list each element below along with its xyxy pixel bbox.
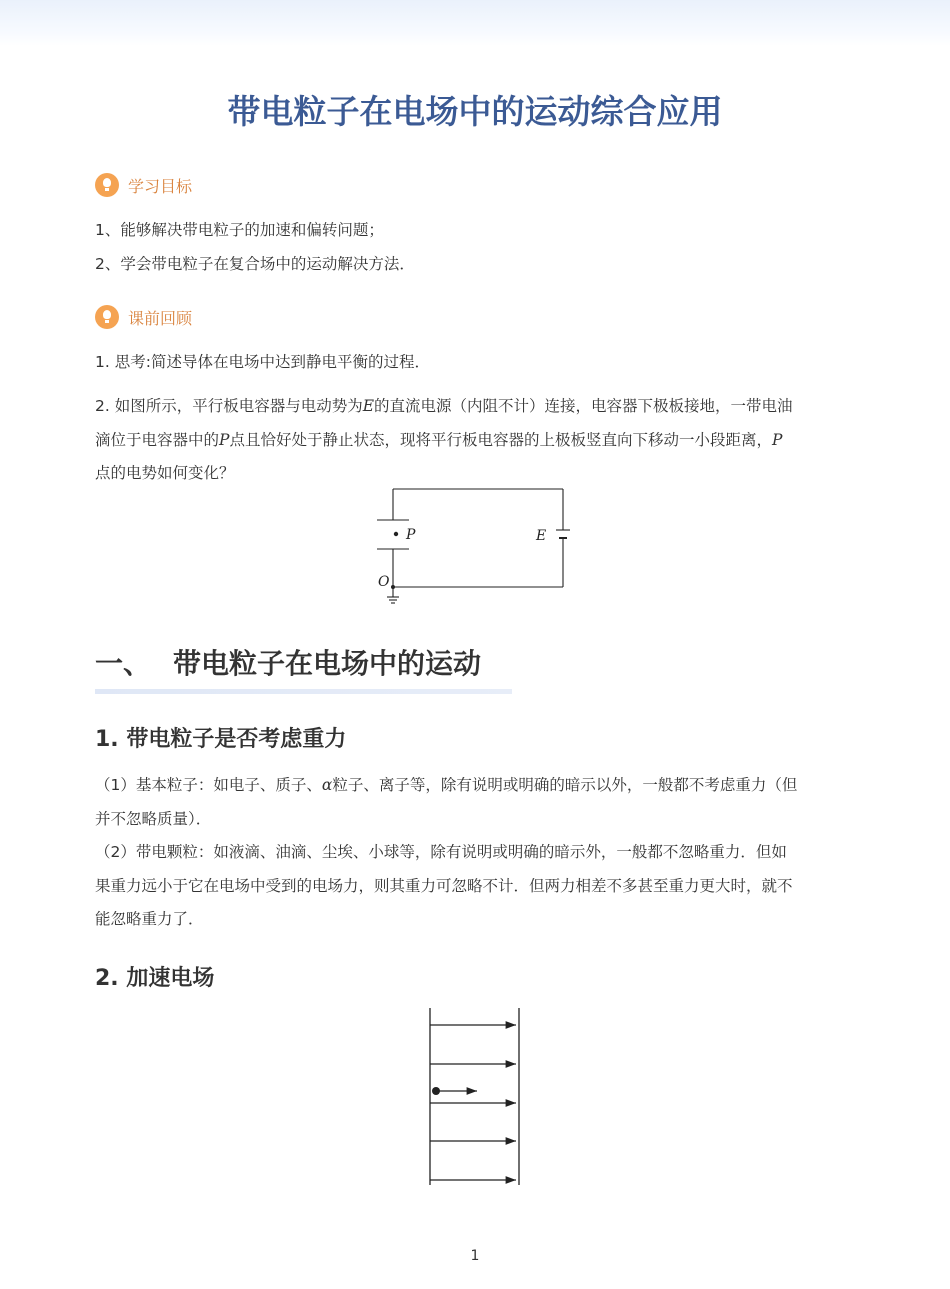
s1-line-5: 能忽略重力了．	[95, 910, 204, 928]
review-question-1: 1. 思考:简述导体在电场中达到静电平衡的过程．	[95, 353, 430, 371]
objective-item-2: 2、学会带电粒子在复合场中的运动解决方法．	[95, 255, 415, 273]
header-band	[0, 0, 950, 46]
objectives-heading	[95, 172, 192, 198]
document-title: 带电粒子在电场中的运动综合应用	[227, 92, 723, 131]
s1-line-4: 果重力远小于它在电场中受到的电场力，则其重力可忽略不计．但两力相差不多甚至重力更大时，就不	[95, 876, 793, 895]
subsection-2-title: 2. 加速电场	[95, 966, 215, 991]
charged-particle	[432, 1087, 440, 1095]
lightbulb-icon	[95, 173, 119, 197]
capacitor-circuit-diagram	[360, 482, 590, 610]
subsection-1-title: 1. 带电粒子是否考虑重力	[95, 727, 347, 752]
label-p: P	[406, 527, 416, 543]
section-underline	[95, 689, 512, 694]
q2-line-2: 滴位于电容器中的P点且恰好处于静止状态，现将平行板电容器的上极板竖直向下移动一小段距离，P	[95, 430, 783, 449]
section-heading: 一、 带电粒子在电场中的运动	[95, 647, 482, 680]
q2-line-3: 点的电势如何变化？	[95, 464, 235, 482]
oil-drop-point	[394, 532, 398, 536]
label-e: E	[536, 528, 547, 544]
s1-line-1: （1）基本粒子：如电子、质子、α粒子、离子等，除有说明或明确的暗示以外，一般都不考虑重力（但	[95, 776, 798, 794]
objective-item-1: 1、能够解决带电粒子的加速和偏转问题；	[95, 221, 384, 239]
acceleration-field-diagram	[420, 1000, 530, 1192]
objectives-label: 学习目标	[128, 176, 193, 196]
subsection-1-body	[95, 769, 865, 937]
ground-node	[391, 585, 395, 589]
lightbulb-icon	[95, 305, 119, 329]
s1-line-2: 并不忽略质量）．	[95, 809, 212, 828]
review-question-2	[95, 390, 865, 491]
s1-line-3: （2）带电颗粒：如液滴、油滴、尘埃、小球等，除有说明或明确的暗示外，一般都不忽略重力．但如	[95, 843, 787, 861]
label-o: O	[378, 574, 390, 590]
page-number: 1	[470, 1248, 480, 1264]
q2-line-1: 2. 如图所示，平行板电容器与电动势为E的直流电源（内阻不计）连接，电容器下极板接地，一带电油	[95, 397, 793, 415]
review-heading	[95, 304, 192, 330]
review-label: 课前回顾	[128, 308, 193, 328]
